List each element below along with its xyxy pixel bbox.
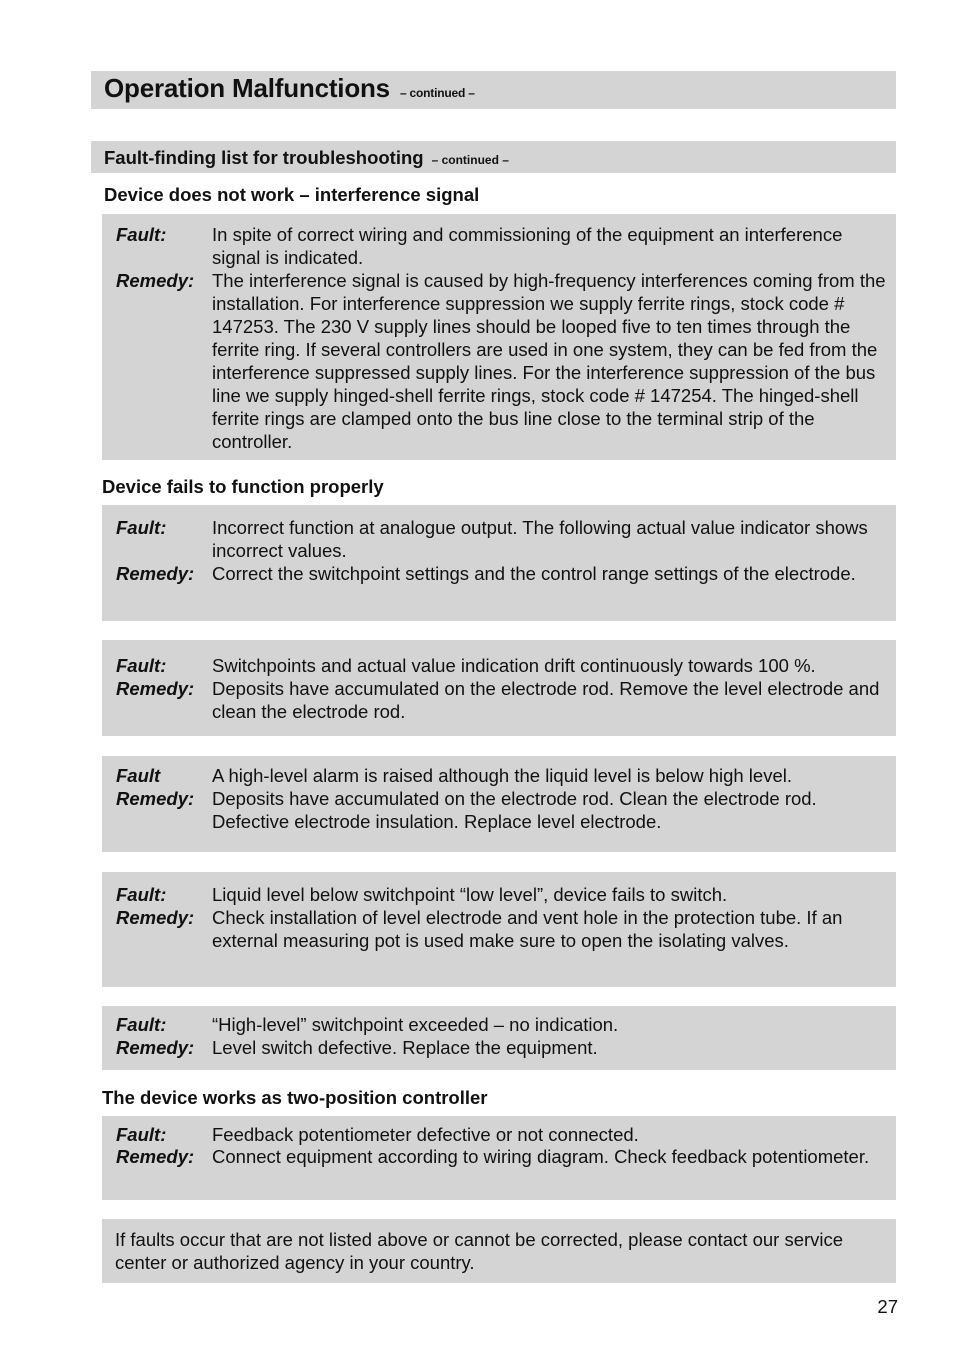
heading-fails-to-function: Device fails to function properly — [102, 476, 384, 497]
page-number: 27 — [877, 1296, 898, 1317]
fault-text: Liquid level below switchpoint “low level”, device fails to switch. — [212, 884, 728, 905]
contact-note: If faults occur that are not listed above or cannot be corrected, please contact our service center or authorized agency in your country. — [115, 1229, 844, 1273]
remedy-text: Correct the switchpoint settings and the control range settings of the electrode. — [212, 563, 856, 584]
section-title-text: Fault-finding list for troubleshooting — [104, 147, 424, 168]
fault-text: In spite of correct wiring and commissioning of the equipment an interference signal is indicated. — [212, 224, 843, 268]
remedy-text: The interference signal is caused by high-frequency interferences coming from the installation. For interference suppression we supply ferrite rings, stock code # 147253. The 230 V supply lines should be looped five to ten times through the ferrite ring. If several controllers are used in one system, they can be fed from the interference suppressed supply lines. For the interference suppression of the bus line we supply hinged-shell ferrite rings, stock code # 147254. The hinged-shell ferrite rings are clamped onto the bus line close to the terminal strip of the controller. — [212, 270, 886, 452]
contact-note-box — [102, 1219, 896, 1283]
fault-text: Feedback potentiometer defective or not connected. — [212, 1124, 639, 1145]
fault-box — [102, 214, 896, 460]
remedy-label: Remedy: — [116, 678, 195, 699]
fault-text: Switchpoints and actual value indication drift continuously towards 100 %. — [212, 655, 816, 676]
remedy-text: Deposits have accumulated on the electrode rod. Clean the electrode rod. Defective electrode insulation. Replace level electrode. — [212, 788, 817, 832]
fault-text: “High-level” switchpoint exceeded – no indication. — [212, 1014, 619, 1035]
page-title-continued: – continued – — [399, 86, 475, 100]
fault-box — [102, 1116, 896, 1200]
remedy-label: Remedy: — [116, 563, 195, 584]
remedy-label: Remedy: — [116, 1037, 195, 1058]
remedy-text: Deposits have accumulated on the electrode rod. Remove the level electrode and clean the electrode rod. — [212, 678, 880, 722]
fault-label: Fault: — [116, 224, 167, 245]
section-title-continued: – continued – — [431, 153, 509, 167]
fault-label: Fault: — [116, 517, 167, 538]
fault-label: Fault: — [116, 1014, 167, 1035]
fault-box — [102, 756, 896, 852]
page-title-text: Operation Malfunctions — [104, 73, 390, 103]
fault-label: Fault — [116, 765, 161, 786]
remedy-label: Remedy: — [116, 907, 195, 928]
remedy-text: Connect equipment according to wiring diagram. Check feedback potentiometer. — [212, 1146, 870, 1167]
heading-two-position-controller: The device works as two-position controller — [102, 1087, 488, 1108]
fault-text: A high-level alarm is raised although the liquid level is below high level. — [212, 765, 792, 786]
remedy-label: Remedy: — [116, 270, 195, 291]
page-title — [104, 73, 475, 104]
remedy-text: Level switch defective. Replace the equipment. — [212, 1037, 598, 1058]
fault-box — [102, 872, 896, 987]
fault-text: Incorrect function at analogue output. The following actual value indicator shows incorrect values. — [212, 517, 868, 561]
fault-label: Fault: — [116, 884, 167, 905]
page-title-bar — [91, 71, 896, 109]
fault-label: Fault: — [116, 1124, 167, 1145]
remedy-text: Check installation of level electrode and vent hole in the protection tube. If an external measuring pot is used make sure to open the isolating valves. — [212, 907, 843, 951]
remedy-label: Remedy: — [116, 788, 195, 809]
fault-box — [102, 640, 896, 736]
heading-interference-signal: Device does not work – interference signal — [104, 184, 480, 205]
fault-box — [102, 505, 896, 621]
section-title-bar — [91, 141, 896, 173]
section-title — [104, 147, 509, 169]
remedy-label: Remedy: — [116, 1146, 195, 1167]
fault-box — [102, 1006, 896, 1070]
fault-label: Fault: — [116, 655, 167, 676]
